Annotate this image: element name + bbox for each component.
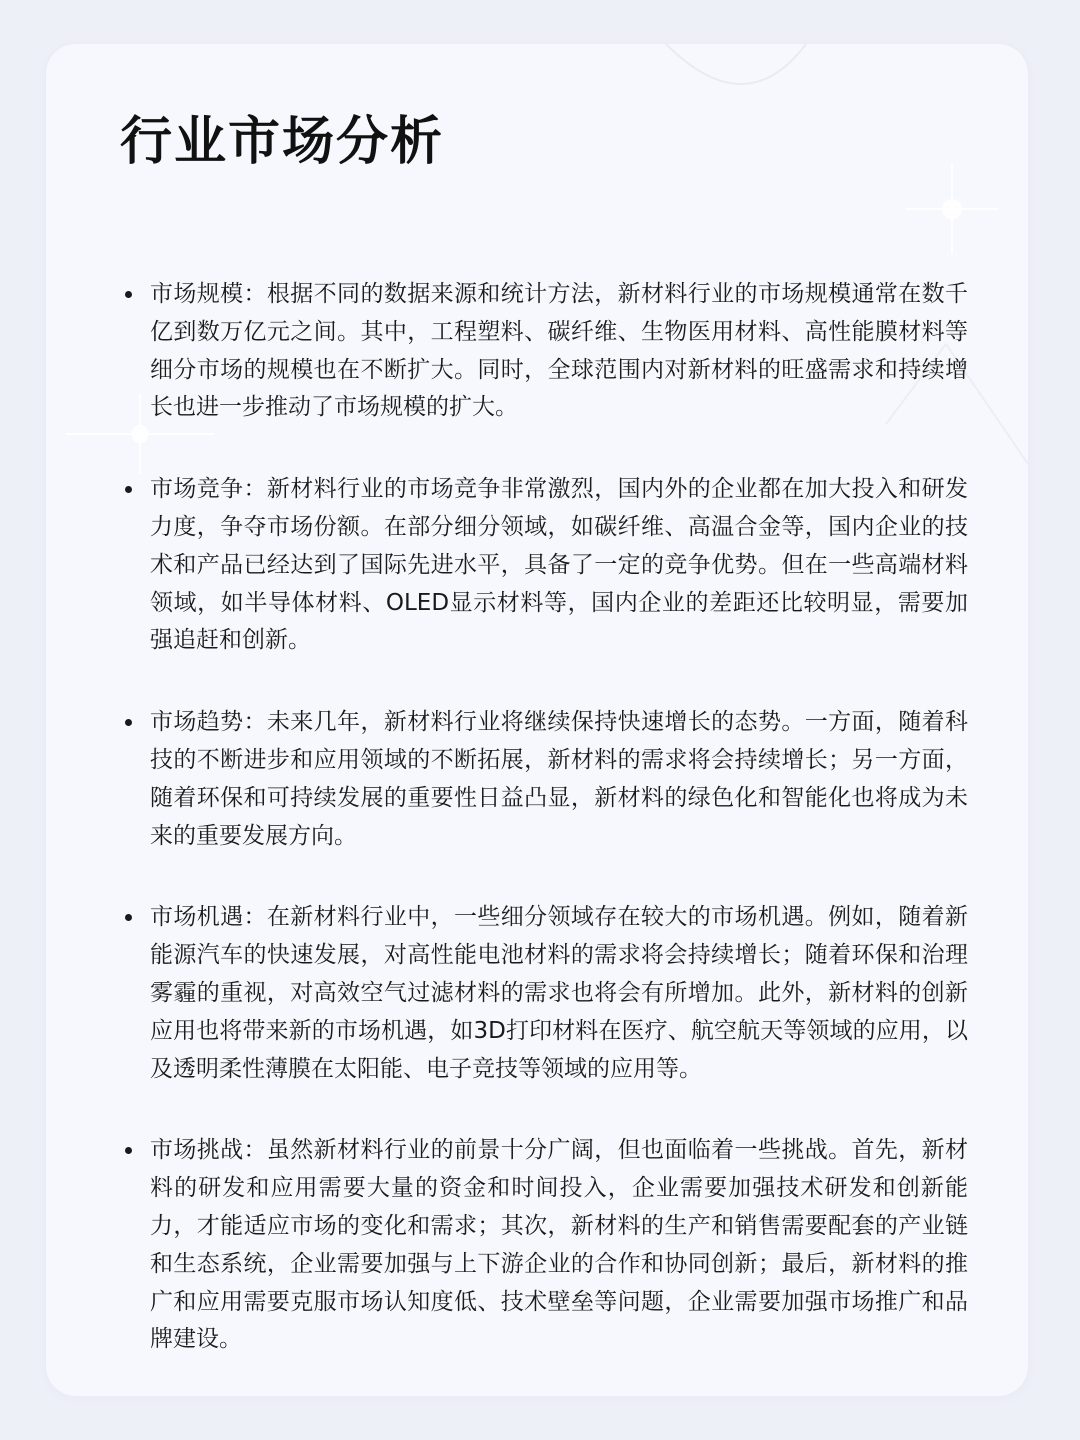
bullet-market-competition: 市场竞争：新材料行业的市场竞争非常激烈，国内外的企业都在加大投入和研发力度，争夺市场份额。在部分细分领域，如碳纤维、高温合金等，国内企业的技术和产品已经达到了国际先进水平，具备了一定的竞争优势。但在一些高端材料领域，如半导体材料、OLED显示材料等，国内企业的差距还比较明显，需要加强追赶和创新。 <box>150 471 968 660</box>
bullet-market-scale: 市场规模：根据不同的数据来源和统计方法，新材料行业的市场规模通常在数千亿到数万亿元之间。其中，工程塑料、碳纤维、生物医用材料、高性能膜材料等细分市场的规模也在不断扩大。同时，全球范围内对新材料的旺盛需求和持续增长也进一步推动了市场规模的扩大。 <box>150 276 968 427</box>
arc-line <box>666 44 806 84</box>
bullet-market-challenge: 市场挑战：虽然新材料行业的前景十分广阔，但也面临着一些挑战。首先，新材料的研发和应用需要大量的资金和时间投入，企业需要加强技术研发和创新能力，才能适应市场的变化和需求；其次，新材料的生产和销售需要配套的产业链和生态系统，企业需要加强与上下游企业的合作和协同创新；最后，新材料的推广和应用需要克服市场认知度低、技术壁垒等问题，企业需要加强市场推广和品牌建设。 <box>150 1132 968 1359</box>
glow-dot <box>131 425 149 443</box>
bullet-market-trend: 市场趋势：未来几年，新材料行业将继续保持快速增长的态势。一方面，随着科技的不断进步和应用领域的不断拓展，新材料的需求将会持续增长；另一方面，随着环保和可持续发展的重要性日益凸显，新材料的绿色化和智能化也将成为未来的重要发展方向。 <box>150 704 968 855</box>
content-card <box>46 44 1028 1396</box>
glow-dot <box>942 199 962 219</box>
bullet-list <box>150 276 968 1396</box>
page-title: 行业市场分析 <box>120 112 445 172</box>
star-icon <box>906 164 998 254</box>
bullet-market-opportunity: 市场机遇：在新材料行业中，一些细分领域存在较大的市场机遇。例如，随着新能源汽车的快速发展，对高性能电池材料的需求将会持续增长；随着环保和治理雾霾的重视，对高效空气过滤材料的需求也将会有所增加。此外，新材料的创新应用也将带来新的市场机遇，如3D打印材料在医疗、航空航天等领域的应用，以及透明柔性薄膜在太阳能、电子竞技等领域的应用等。 <box>150 899 968 1088</box>
